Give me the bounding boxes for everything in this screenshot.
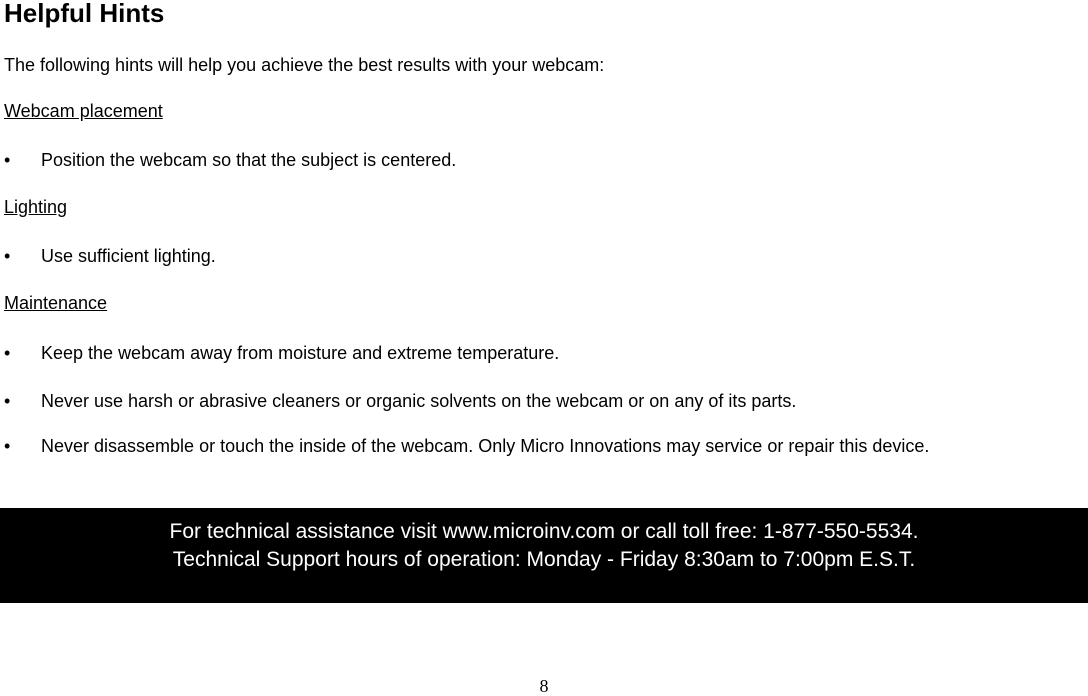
list-item-text: Never disassemble or touch the inside of the webcam. Only Micro Innovations may service or repair this device.: [41, 436, 930, 456]
support-contact-line: For technical assistance visit www.microinv.com or call toll free: 1-877-550-5534.: [169, 520, 919, 543]
bullet-icon: •: [4, 246, 11, 266]
bullet-icon: •: [4, 343, 11, 363]
list-item-text: Never use harsh or abrasive cleaners or organic solvents on the webcam or on any of its parts.: [41, 391, 797, 411]
page-title: Helpful Hints: [4, 0, 165, 28]
support-hours-line: Technical Support hours of operation: Monday - Friday 8:30am to 7:00pm E.S.T.: [172, 548, 916, 571]
page-number: 8: [539, 676, 549, 696]
list-item-text: Keep the webcam away from moisture and extreme temperature.: [41, 343, 560, 363]
list-item-text: Use sufficient lighting.: [41, 246, 216, 266]
bullet-icon: •: [4, 436, 11, 456]
bullet-icon: •: [4, 391, 11, 411]
section-heading-lighting: Lighting: [4, 197, 68, 217]
list-item-text: Position the webcam so that the subject is centered.: [41, 150, 457, 170]
bullet-icon: •: [4, 150, 11, 170]
section-heading-placement: Webcam placement: [4, 101, 163, 121]
support-banner: [0, 508, 1088, 603]
section-heading-maintenance: Maintenance: [4, 293, 108, 313]
intro-text: The following hints will help you achieve the best results with your webcam:: [4, 55, 605, 75]
